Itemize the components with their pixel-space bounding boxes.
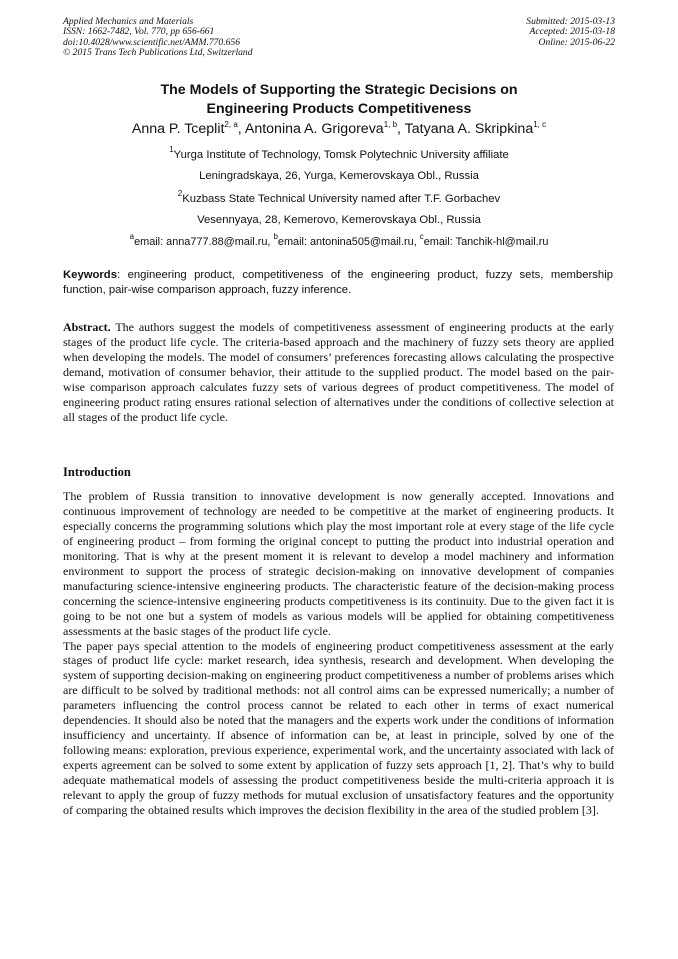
author-list xyxy=(30,120,648,138)
email-mark: a xyxy=(129,232,135,241)
keywords-label: Keywords xyxy=(63,269,117,281)
accepted-date: Accepted: 2015-03-18 xyxy=(529,26,615,38)
section-heading-introduction: Introduction xyxy=(63,465,131,479)
affiliation-mark: 2 xyxy=(177,189,183,198)
submitted-date: Submitted: 2015-03-13 xyxy=(526,16,615,27)
email-address: email: antonina505@mail.ru, xyxy=(277,236,420,248)
online-date: Online: 2015-06-22 xyxy=(538,36,615,48)
author-name: Antonina A. Grigoreva xyxy=(244,121,384,137)
journal-issn: ISSN: 1662-7482, Vol. 770, pp 656-661 xyxy=(63,26,215,38)
keywords-text: : engineering product, competitiveness of the engineering product, fuzzy sets, membership function, pair-wise comparison approach, fuzzy inference. xyxy=(63,269,613,296)
email-address: email: Tanchik-hl@mail.ru xyxy=(423,236,549,248)
affiliation-address: Leningradskaya, 26, Yurga, Kemerovskaya Obl., Russia xyxy=(199,170,479,182)
dates-header xyxy=(526,17,615,48)
author-separator: , xyxy=(237,121,245,137)
paper-title xyxy=(40,81,638,119)
body-paragraph: The problem of Russia transition to innovative development is now generally accepted. Innovations and continuous improvement of technology are needed to be competitive at the market of engineering products. It especially concerns the programming solutions which play the most important role at every stage of the life cycle of engineering product – from forming the original concept to putting the product into industrial operation and monitoring. That is why at the present moment it is relevant to develop a model machinery and information environment to support the process of strategic decision-making on innovative development of companies manufacturing science-intensive engineering products. The characteristic feature of the decision-making process concerning the science-intensive engineering products competitiveness is its continuity. Due to the given fact it is going to be not one but a system of models as various models will be applied for obtaining competitiveness assessments at the basic stages of the product life cycle. xyxy=(63,489,614,638)
author-name: Tatyana A. Skripkina xyxy=(404,121,534,137)
affiliation-institution: Yurga Institute of Technology, Tomsk Polytechnic University affiliate xyxy=(173,149,509,161)
author-separator: , xyxy=(397,121,405,137)
author-name: Anna P. Tceplit xyxy=(131,121,225,137)
affiliation-mark: 1 xyxy=(169,145,174,154)
abstract-block xyxy=(63,320,614,425)
title-line-2: Engineering Products Competitiveness xyxy=(206,101,472,117)
keywords-block xyxy=(63,268,613,298)
affiliation-institution: Kuzbass State Technical University named after T.F. Gorbachev xyxy=(182,193,501,205)
affiliation-address: Vesennyaya, 28, Kemerovo, Kemerovskaya Obl., Russia xyxy=(197,214,481,226)
introduction-body xyxy=(63,489,614,818)
affiliation-1 xyxy=(30,145,648,183)
email-mark: c xyxy=(419,232,424,241)
author-affiliation-mark: 1, b xyxy=(383,120,398,129)
journal-name: Applied Mechanics and Materials xyxy=(63,16,194,27)
email-mark: b xyxy=(273,232,278,241)
journal-header xyxy=(63,17,253,58)
body-paragraph: The paper pays special attention to the models of engineering product competitiveness assessment at the early stages of product life cycle: market research, idea synthesis, research and development. When developing the system of supporting decision-making on engineering product competitiveness a number of problems arises which are difficult to be solved by traditional methods: not all control aims can be expressed numerically; a number of parameters influencing the control process cannot be related to each other in terms of exact numerical dependencies. It should also be noted that the managers and the experts work under the conditions of information insufficiency and uncertainty. If absence of information can be, at least in principle, solved by one of the following means: exploration, previous experience, experimental work, and the uncertainty associated with lack of experts agreement can be solved to some extent by application of fuzzy sets approach [1, 2]. That’s why to build adequate mathematical models of assessing the product competitiveness beside the multi-criteria approach it is relevant to apply the group of fuzzy methods for mutual exclusion of unsatisfactory features and the opportunity of comparing the obtained results which improves the decision flexibility in the area of the studied problem [3]. xyxy=(63,638,614,818)
author-affiliation-mark: 1, c xyxy=(533,120,547,129)
affiliation-2 xyxy=(30,189,648,227)
journal-doi: doi:10.4028/www.scientific.net/AMM.770.656 xyxy=(63,36,241,48)
email-list xyxy=(30,232,648,249)
title-line-1: The Models of Supporting the Strategic Decisions on xyxy=(160,82,518,98)
journal-copyright: © 2015 Trans Tech Publications Ltd, Switzerland xyxy=(63,46,253,58)
abstract-label: Abstract. xyxy=(63,320,111,334)
abstract-text: The authors suggest the models of competitiveness assessment of engineering products at the early stages of the product life cycle. The criteria-based approach and the machinery of fuzzy sets theory are applied when developing the models. The model of consumers’ preferences forecasting allows calculating the prospective demand, motivation of consumer behavior, their attitude to the supplied product. The model based on the pair-wise comparison approach calculates fuzzy sets of various degrees of product competitiveness. The model of engineering product rating ensures rational selection of alternatives under the conditions of collective selection at all stages of the product life cycle. xyxy=(63,320,614,425)
author-affiliation-mark: 2, a xyxy=(224,120,238,129)
email-address: email: anna777.88@mail.ru, xyxy=(134,236,274,248)
